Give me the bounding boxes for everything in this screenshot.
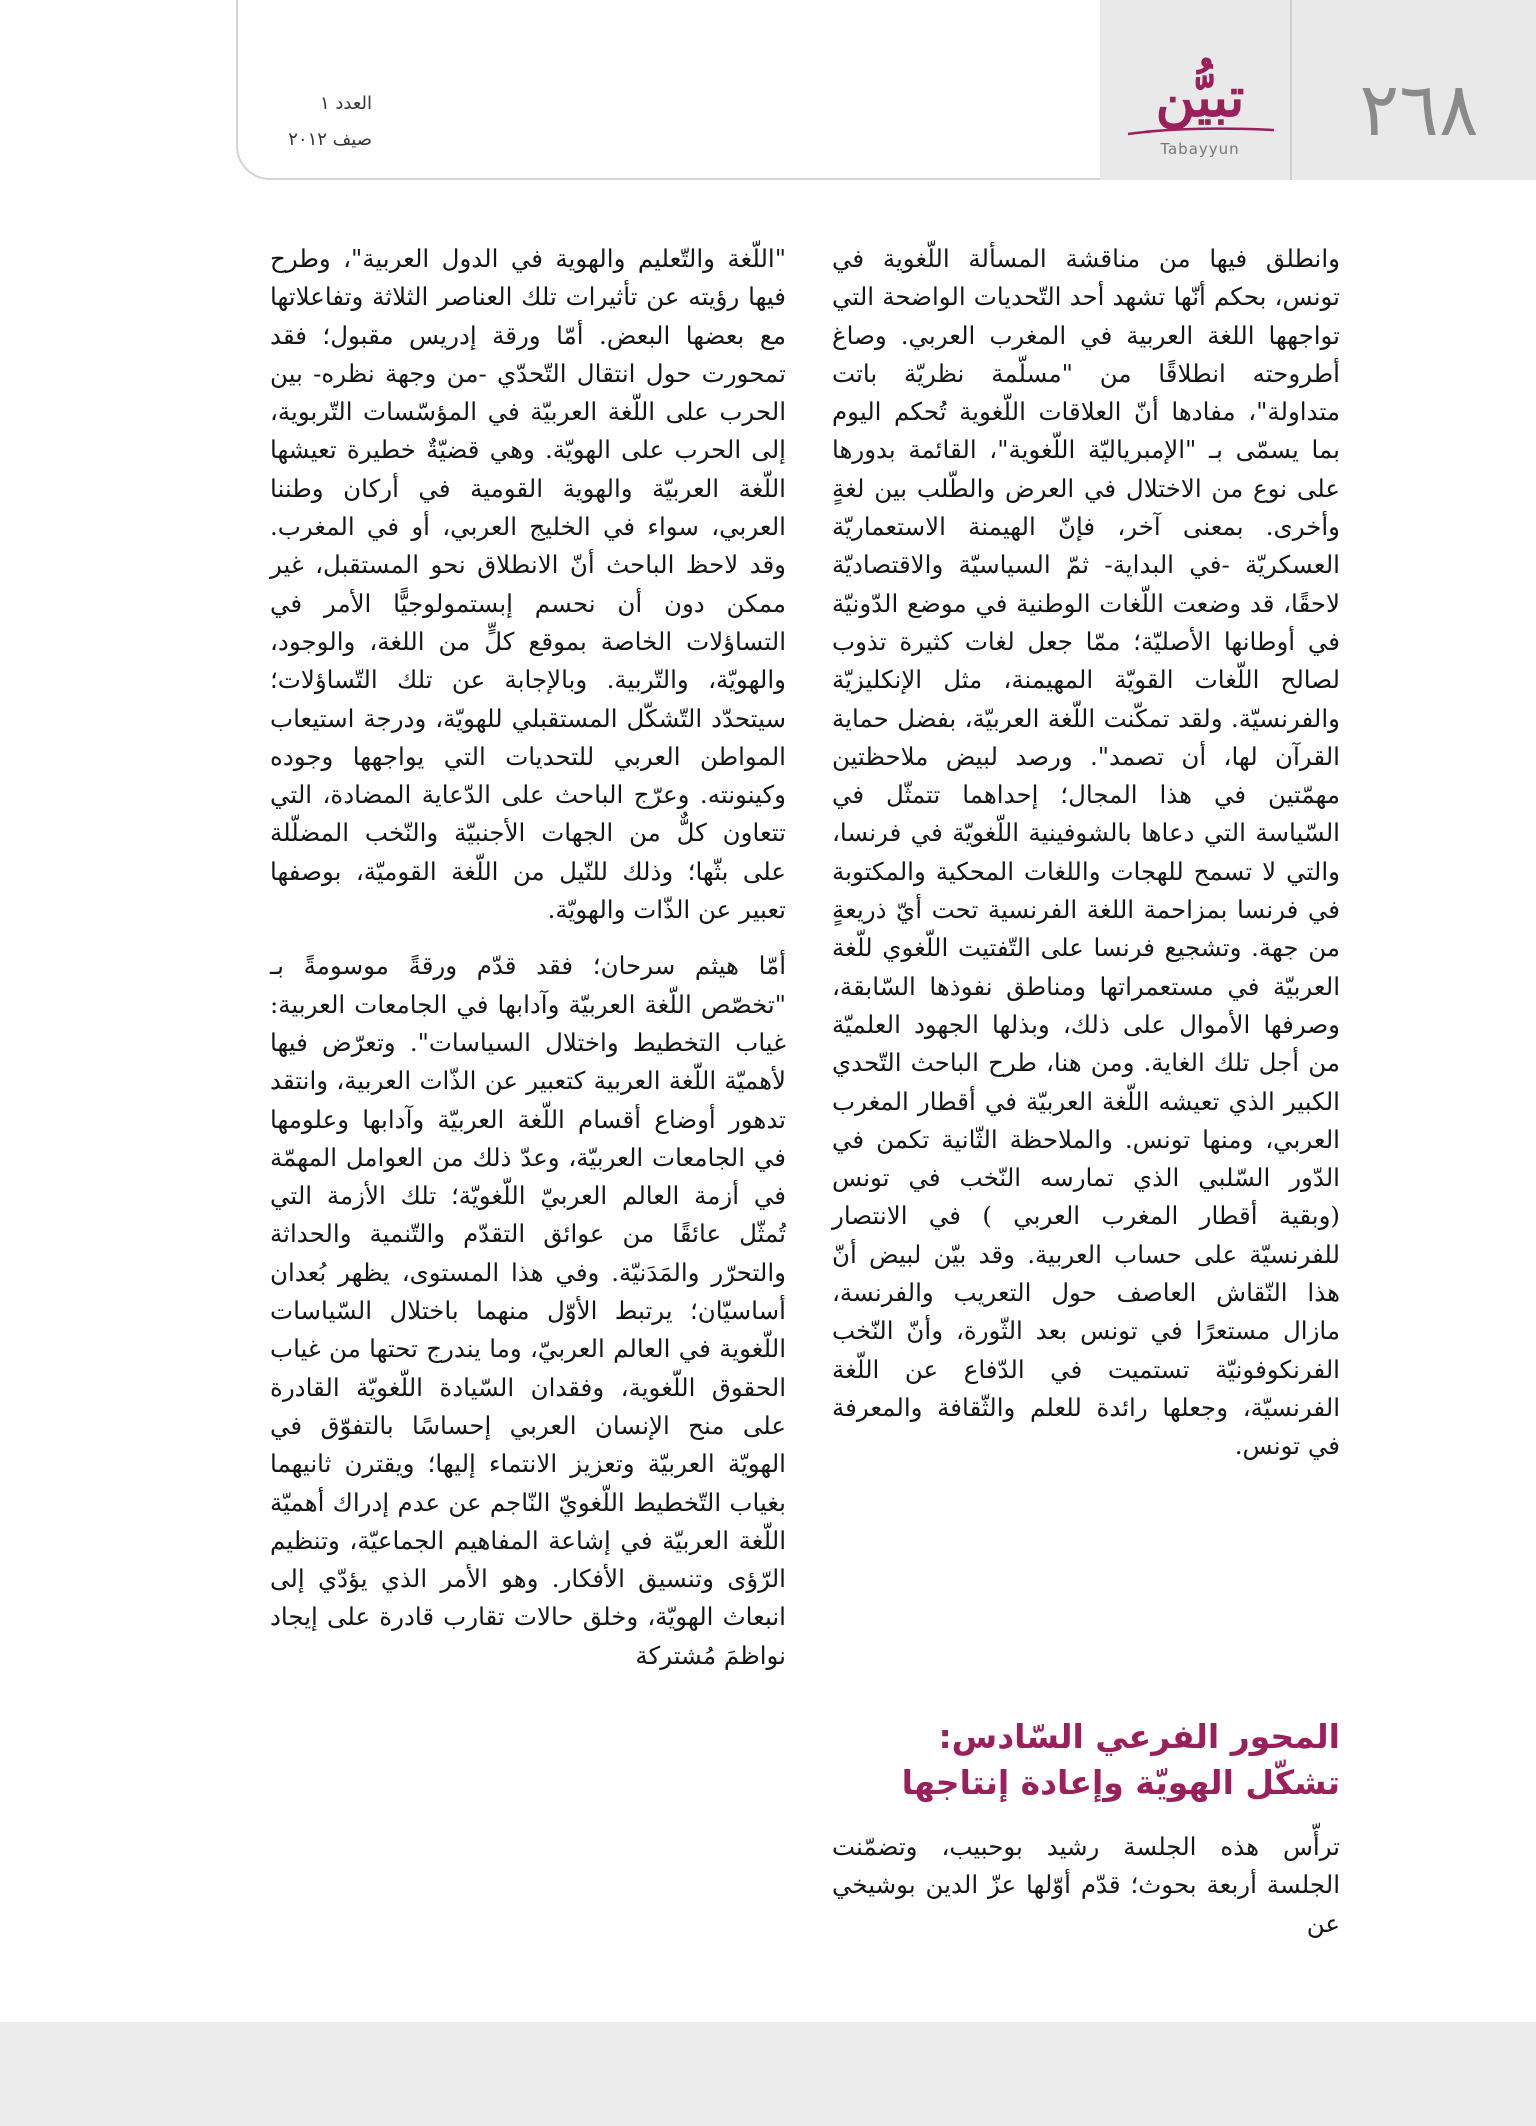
left-column-paragraph-2: أمّا هيثم سرحان؛ فقد قدّم ورقةً موسومةً بـ "تخصّص اللّغة العربيّة وآدابها في الجامعات العربية: غياب التخطيط واختلال السياسات". وتعرّض فيها لأهميّة اللّغة العربية كتعبير عن الذّات العربية، وانتقد تدهور أوضاع أقسام اللّغة العربيّة وآدابها وعلومها في الجامعات العربيّة، وعدّ ذلك من العوامل المهمّة في أزمة العالم العربيّ اللّغويّة؛ تلك الأزمة التي تُمثّل عائقًا من عوائق التقدّم والتّنمية والحداثة والتحرّر والمَدَنيّة. وفي هذا المستوى، يظهر بُعدان أساسيّان؛ يرتبط الأوّل منهما باختلال السّياسات اللّغوية في العالم العربيّ، وما يندرج تحتها من غياب الحقوق اللّغوية، وفقدان السّيادة اللّغويّة القادرة على منح الإنسان العربي إحساسًا بالتفوّق في الهويّة العربيّة وتعزيز الانتماء إليها؛ ويقترن ثانيهما بغياب التّخطيط اللّغويّ النّاجم عن عدم إدراك أهميّة اللّغة العربيّة في إشاعة المفاهيم الجماعيّة، وتنظيم الرّؤى وتنسيق الأفكار. وهو الأمر الذي يؤدّي إلى انبعاث الهويّة، وخلق حالات تقارب قادرة على إيجاد نواظمَ مُشتركة <box>270 951 786 1670</box>
issue-label: العدد ١ <box>319 93 372 114</box>
logo-latin: Tabayyun <box>1160 140 1240 158</box>
left-column-paragraph-1: "اللّغة والتّعليم والهوية في الدول العربية"، وطرح فيها رؤيته عن تأثيرات تلك العناصر الثلاثة وتفاعلاتها مع بعضها البعض. أمّا ورقة إدريس مقبول؛ فقد تمحورت حول انتقال التّحدّي -من وجهة نظره- بين الحرب على اللّغة العربيّة في المؤسّسات التّربوية، إلى الحرب على الهويّة. وهي قضيّةٌ خطيرة تعيشها اللّغة العربيّة والهوية القومية في أركان وطننا العربي، سواء في الخليج العربي، أو في المغرب. وقد لاحظ الباحث أنّ الانطلاق نحو المستقبل، غير ممكن دون أن نحسم إبستمولوجيًّا الأمر في التساؤلات الخاصة بموقع كلٍّ من اللغة، والوجود، والهويّة، والتّربية. وبالإجابة عن تلك التّساؤلات؛ سيتحدّد التّشكّل المستقبلي للهويّة، ودرجة استيعاب المواطن العربي للتحديات التي يواجهها وجوده وكينونته. وعرّج الباحث على الدّعاية المضادة، التي تتعاون كلٌّ من الجهات الأجنبيّة والنّخب المضلّلة على بثّها؛ وذلك للنّيل من اللّغة القوميّة، بوصفها تعبير عن الذّات والهويّة. <box>270 244 786 925</box>
logo-swoosh-icon <box>1126 124 1276 138</box>
season-label: صيف ٢٠١٢ <box>288 129 372 150</box>
section-heading <box>832 1714 1340 1806</box>
right-column-paragraph: وانطلق فيها من مناقشة المسألة اللّغوية في تونس، بحكم أنّها تشهد أحد التّحديات الواضحة التي تواجهها اللغة العربية في المغرب العربي. وصاغ أطروحته انطلاقًا من "مسلّمة نظريّة باتت متداولة"، مفادها أنّ العلاقات اللّغوية تُحكم اليوم بما يسمّى بـ "الإمبرياليّة اللّغوية"، القائمة بدورها على نوع من الاختلال في العرض والطّلب بين لغةٍ وأخرى. بمعنى آخر، فإنّ الهيمنة الاستعماريّة العسكريّة -في البداية- ثمّ السياسيّة والاقتصاديّة لاحقًا، قد وضعت اللّغات الوطنية في موضع الدّونيّة في أوطانها الأصليّة؛ ممّا جعل لغات كثيرة تذوب لصالح اللّغات القويّة المهيمنة، مثل الإنكليزيّة والفرنسيّة. ولقد تمكّنت اللّغة العربيّة، بفضل حماية القرآن لها، أن تصمد". ورصد لبيض ملاحظتين مهمّتين في هذا المجال؛ إحداهما تتمثّل في السّياسة التي دعاها بالشوفينية اللّغويّة في فرنسا، والتي لا تسمح للهجات واللغات المحكية والمكتوبة في فرنسا بمزاحمة اللغة الفرنسية تحت أيّ ذريعةٍ من جهة. وتشجيع فرنسا على التّفتيت اللّغوي للّغة العربيّة في مستعمراتها ومناطق نفوذها السّابقة، وصرفها الأموال على ذلك، وبذلها الجهود العلميّة من أجل تلك الغاية. ومن هنا، طرح الباحث التّحدي الكبير الذي تعيشه اللّغة العربيّة في أقطار المغرب العربي، ومنها تونس. والملاحظة الثّانية تكمن في الدّور السّلبي الذي تمارسه النّخب في تونس (وبقية أقطار المغرب العربي ) في الانتصار للفرنسيّة على حساب العربية. وقد بيّن لبيض أنّ هذا النّقاش العاصف حول التعريب والفرنسة، مازال مستعرًا في تونس بعد الثّورة، وأنّ النّخب الفرنكوفونيّة تستميت في الدّفاع عن اللّغة الفرنسيّة، وجعلها رائدة للعلم والثّقافة والمعرفة في تونس. <box>832 244 1340 1461</box>
left-column <box>270 240 786 1675</box>
magazine-logo <box>1120 66 1280 162</box>
section-body: ترأّس هذه الجلسة رشيد بوحبيب، وتضمّنت الجلسة أربعة بحوث؛ قدّم أوّلها عزّ الدين بوشيخي عن <box>832 1832 1340 1938</box>
header-divider <box>1290 0 1292 180</box>
footer-band <box>0 2022 1536 2126</box>
section-heading-line1: المحور الفرعي السّادس: <box>938 1717 1340 1756</box>
page-number: ٢٦٨ <box>1359 67 1479 153</box>
issue-info <box>262 86 372 158</box>
section-heading-line2: تشكّل الهويّة وإعادة إنتاجها <box>901 1763 1340 1802</box>
logo-arabic: تبيُّن <box>1155 65 1245 129</box>
right-column <box>832 240 1340 1466</box>
